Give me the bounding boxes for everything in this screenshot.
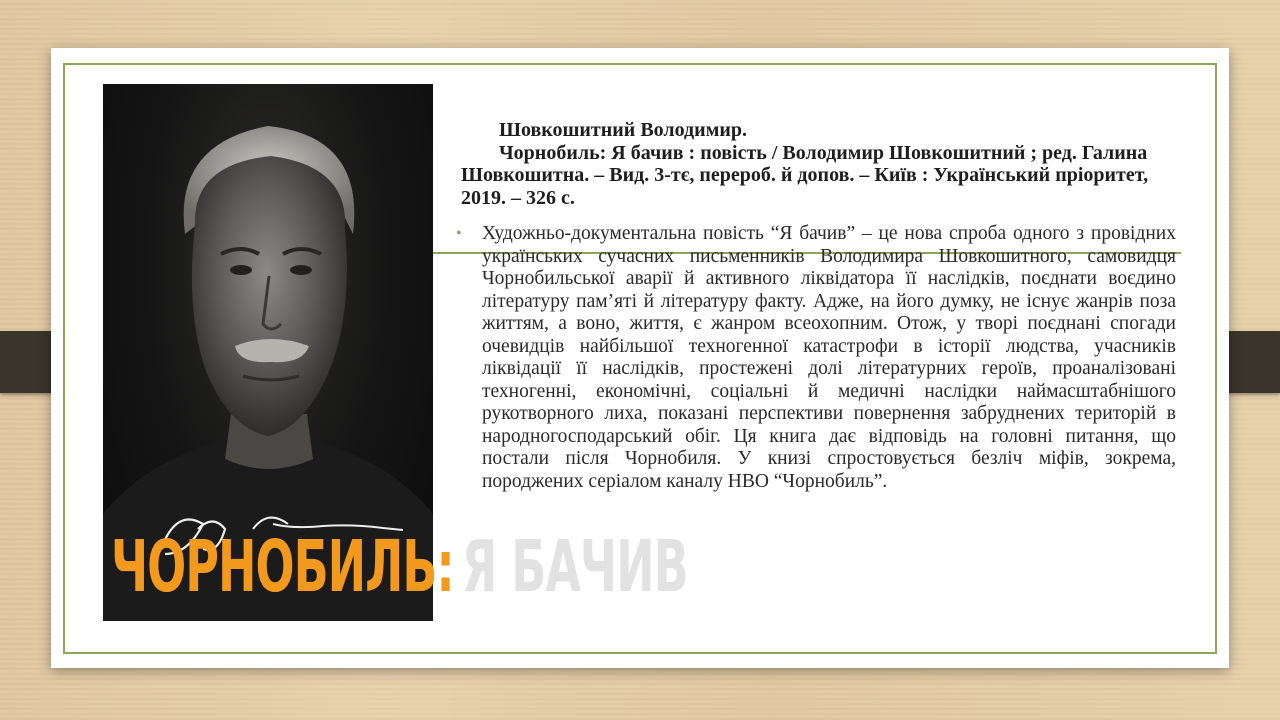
book-record: Чорнобиль: Я бачив : повість / Володимир Шовкошитний ; ред. Галина Шовкошитна. – Вид. 3-тє, перероб. й допов. – Київ : Український пріоритет, 2019. – 326 с. <box>461 141 1149 209</box>
bibliographic-record <box>461 119 1171 209</box>
cover-title-ya-bachyv: Я БАЧИВ <box>461 524 688 609</box>
cover-title <box>111 494 688 609</box>
cover-title-chornobyl: ЧОРНОБИЛЬ: <box>111 524 454 609</box>
annotation <box>456 223 1176 493</box>
bullet-icon: • <box>456 225 462 242</box>
slide <box>51 48 1229 668</box>
author-name: Шовкошитний Володимир. <box>499 119 747 141</box>
annotation-text: Художньо-документальна повість “Я бачив” – це нова спроба одного з провідних українських сучасних письменників Володимира Шовкошитного, самовидця Чорнобильської аварії й активного ліквідатора її наслідків, поєднати воєдино літературу пам’яті й літературу факту. Адже, на його думку, не існує жанрів поза життям, а воно, життя, є жанром всеохопним. Отож, у творі поєднані спогади очевидців найбільшої техногенної катастрофи в історії людства, учасників ліквідації її наслідків, простежені долі літературних героїв, проаналізовані техногенні, економічні, соціальні й медичні наслідки наймасштабнішого рукотворного лиха, показані перспективи повернення забруднених територій в народногосподарський обіг. Ця книга дає відповідь на головні питання, що постали після Чорнобиля. У книзі спростовується безліч міфів, зокрема, породжених серіалом каналу HBO “Чорнобиль”. <box>482 223 1176 492</box>
